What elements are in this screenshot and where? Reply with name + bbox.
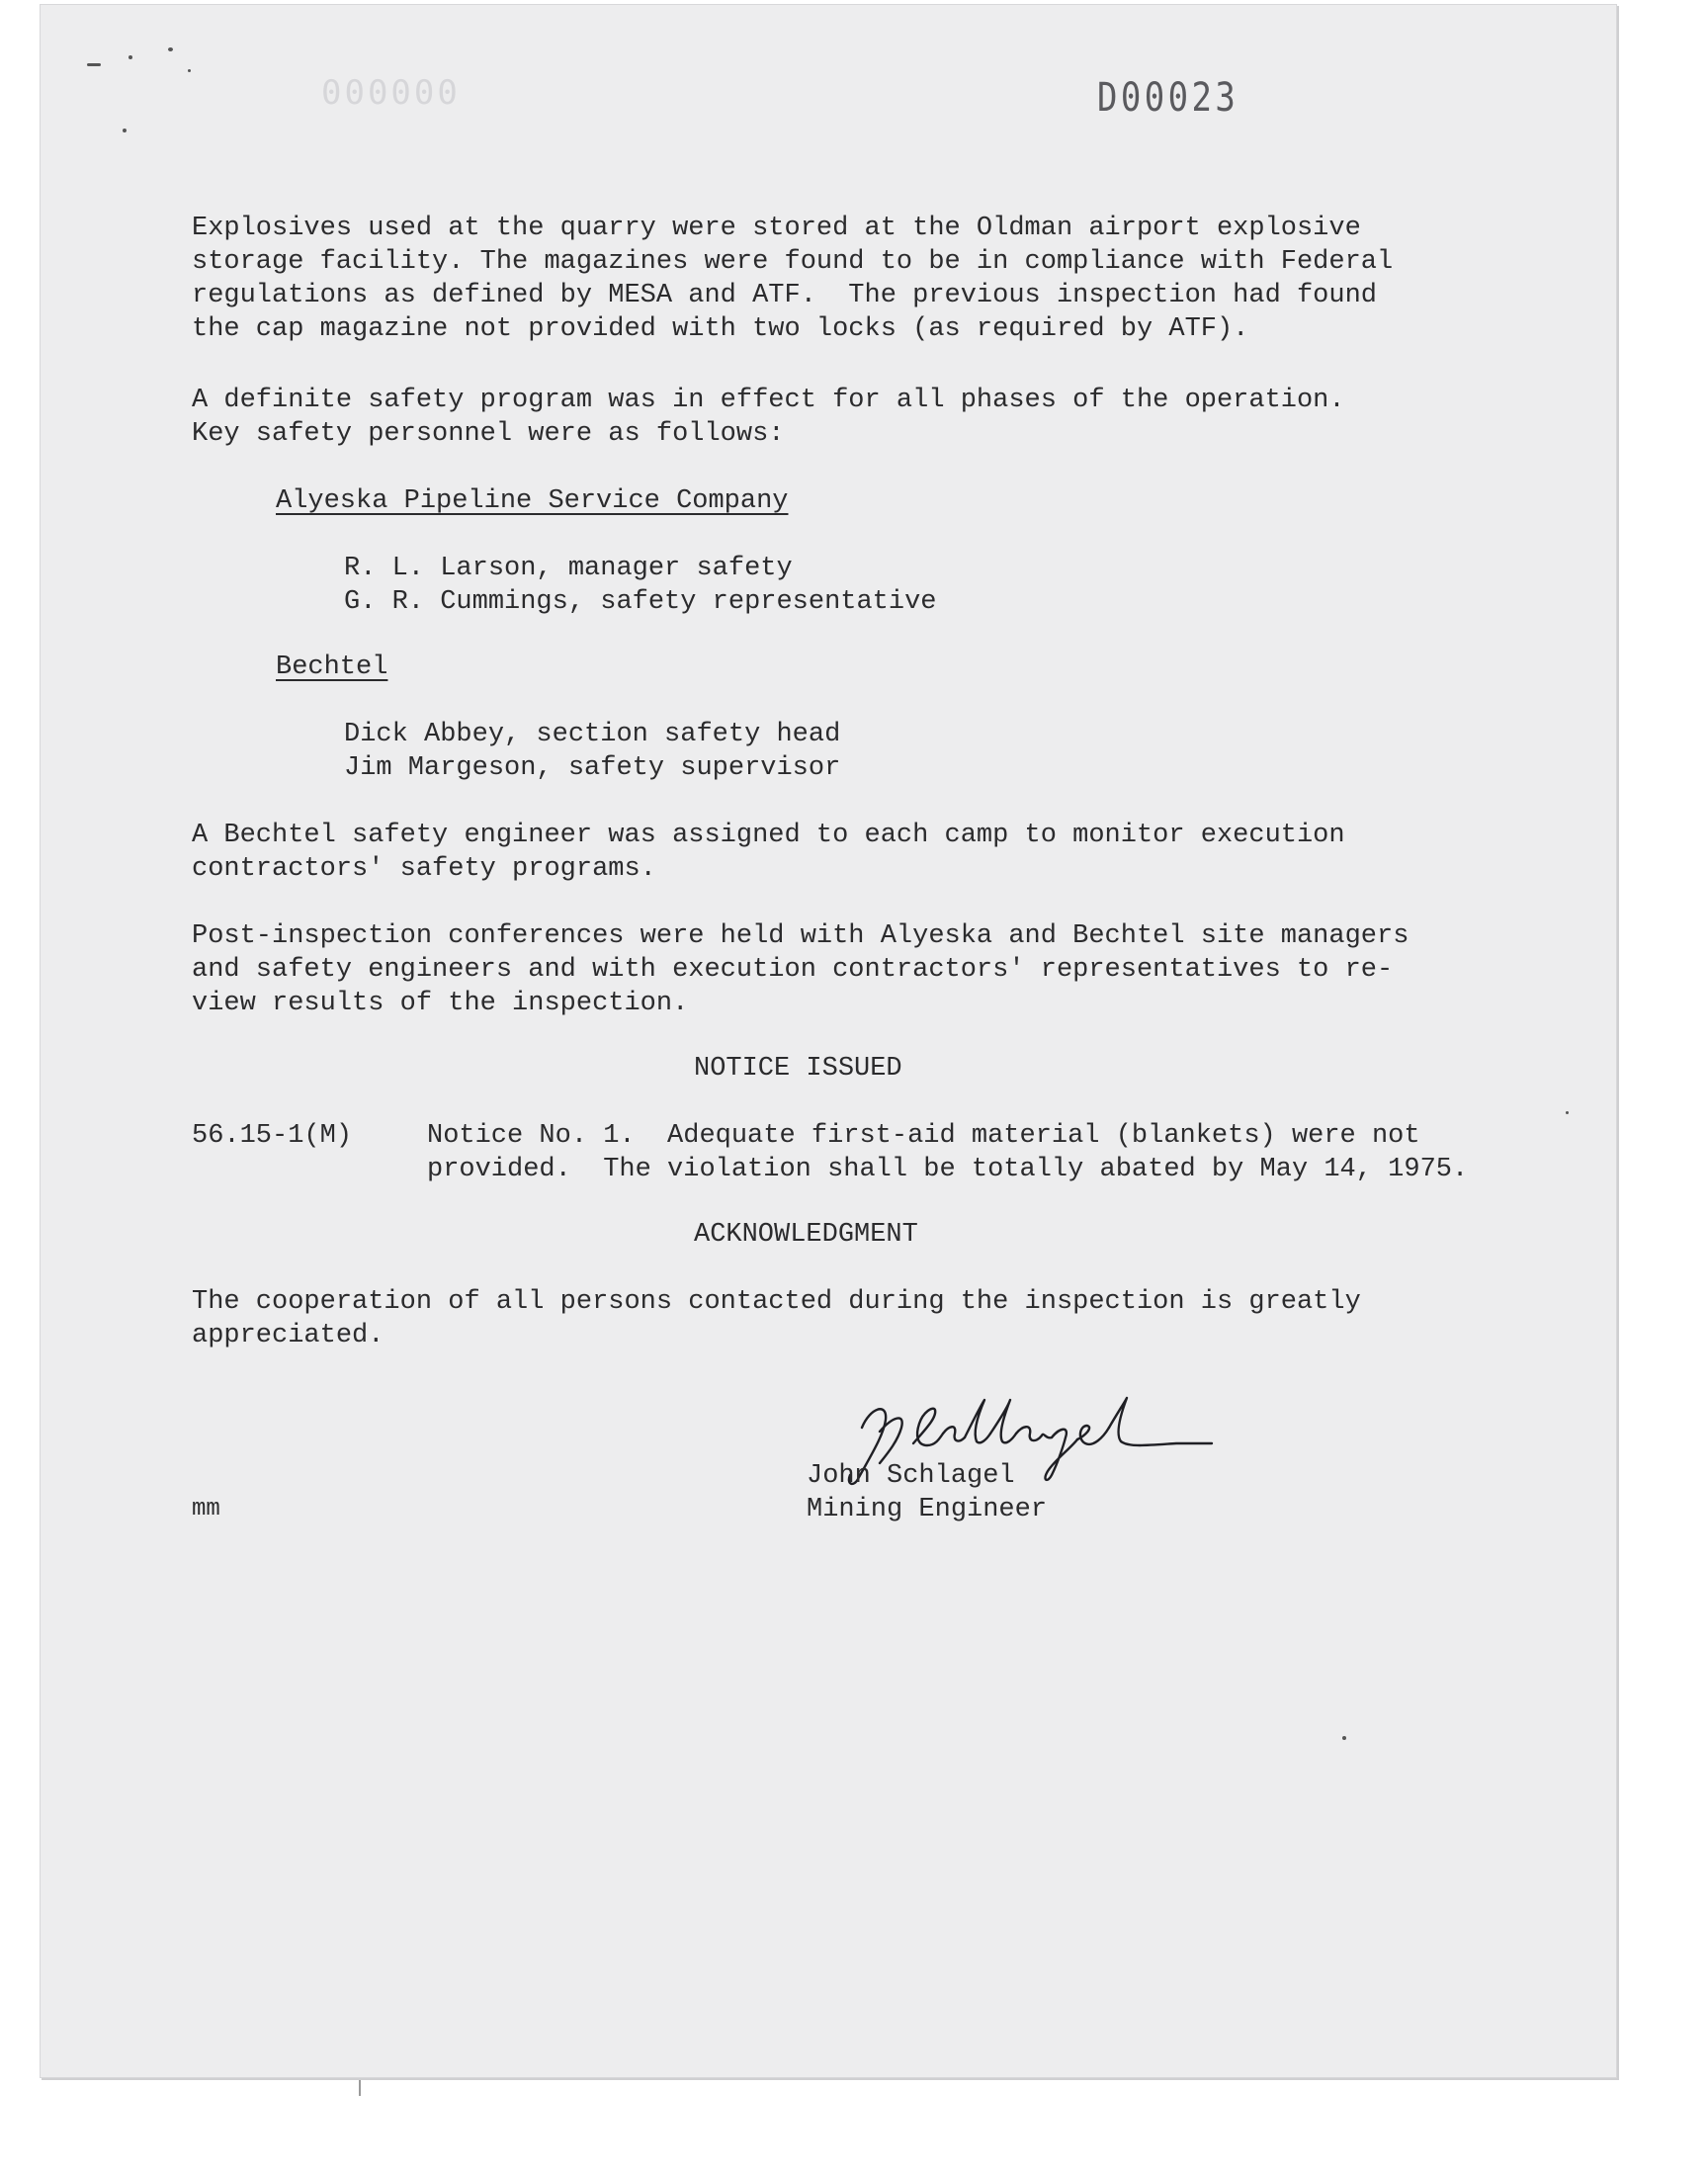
page-stamp-number: D00023 xyxy=(1097,75,1239,121)
scan-speck xyxy=(1566,1111,1569,1114)
scan-edge-mark xyxy=(359,2080,361,2096)
personnel-item: R. L. Larson, manager safety xyxy=(344,554,793,583)
paragraph-explosives: Explosives used at the quarry were stored at the Oldman airport explosive storage facility. The magazines were found to be in compliance with Federal regulations as defined by MESA and ATF. The previous inspection had found the cap magazine not provided with two locks (as required by ATF). xyxy=(192,214,1394,344)
notice-code: 56.15-1(M) xyxy=(192,1121,353,1151)
document-page xyxy=(40,4,1617,2078)
signer-title: Mining Engineer xyxy=(807,1495,1048,1524)
org-heading-bechtel: Bechtel xyxy=(276,652,388,682)
notice-heading: NOTICE ISSUED xyxy=(694,1054,902,1084)
scan-speck xyxy=(128,55,132,59)
org-heading-alyeska: Alyeska Pipeline Service Company xyxy=(276,486,789,516)
personnel-item: Jim Margeson, safety supervisor xyxy=(344,753,841,783)
typist-initials: mm xyxy=(192,1496,220,1522)
scan-speck xyxy=(87,63,101,66)
personnel-item: Dick Abbey, section safety head xyxy=(344,720,841,749)
scan-speck xyxy=(168,47,173,51)
bleed-through-number: 000000 xyxy=(321,73,461,113)
scan-speck xyxy=(123,129,127,132)
paragraph-post-inspection: Post-inspection conferences were held with Alyeska and Bechtel site managers and safety engineers and with execution contractors' representatives to re- view results of the inspection. xyxy=(192,921,1409,1018)
paragraph-safety-program: A definite safety program was in effect for all phases of the operation. Key safety personnel were as follows: xyxy=(192,386,1345,449)
notice-text: Notice No. 1. Adequate first-aid material (blankets) were not provided. The violation shall be totally abated by May 14, 1975. xyxy=(427,1121,1469,1184)
paragraph-acknowledgment: The cooperation of all persons contacted during the inspection is greatly appreciated. xyxy=(192,1287,1361,1350)
scan-speck xyxy=(188,69,191,72)
personnel-item: G. R. Cummings, safety representative xyxy=(344,587,937,617)
signer-name: John Schlagel xyxy=(807,1461,1015,1491)
paragraph-bechtel-engineer: A Bechtel safety engineer was assigned to each camp to monitor execution contractors' safety programs. xyxy=(192,821,1345,884)
scan-speck xyxy=(1342,1736,1346,1740)
acknowledgment-heading: ACKNOWLEDGMENT xyxy=(694,1220,918,1250)
